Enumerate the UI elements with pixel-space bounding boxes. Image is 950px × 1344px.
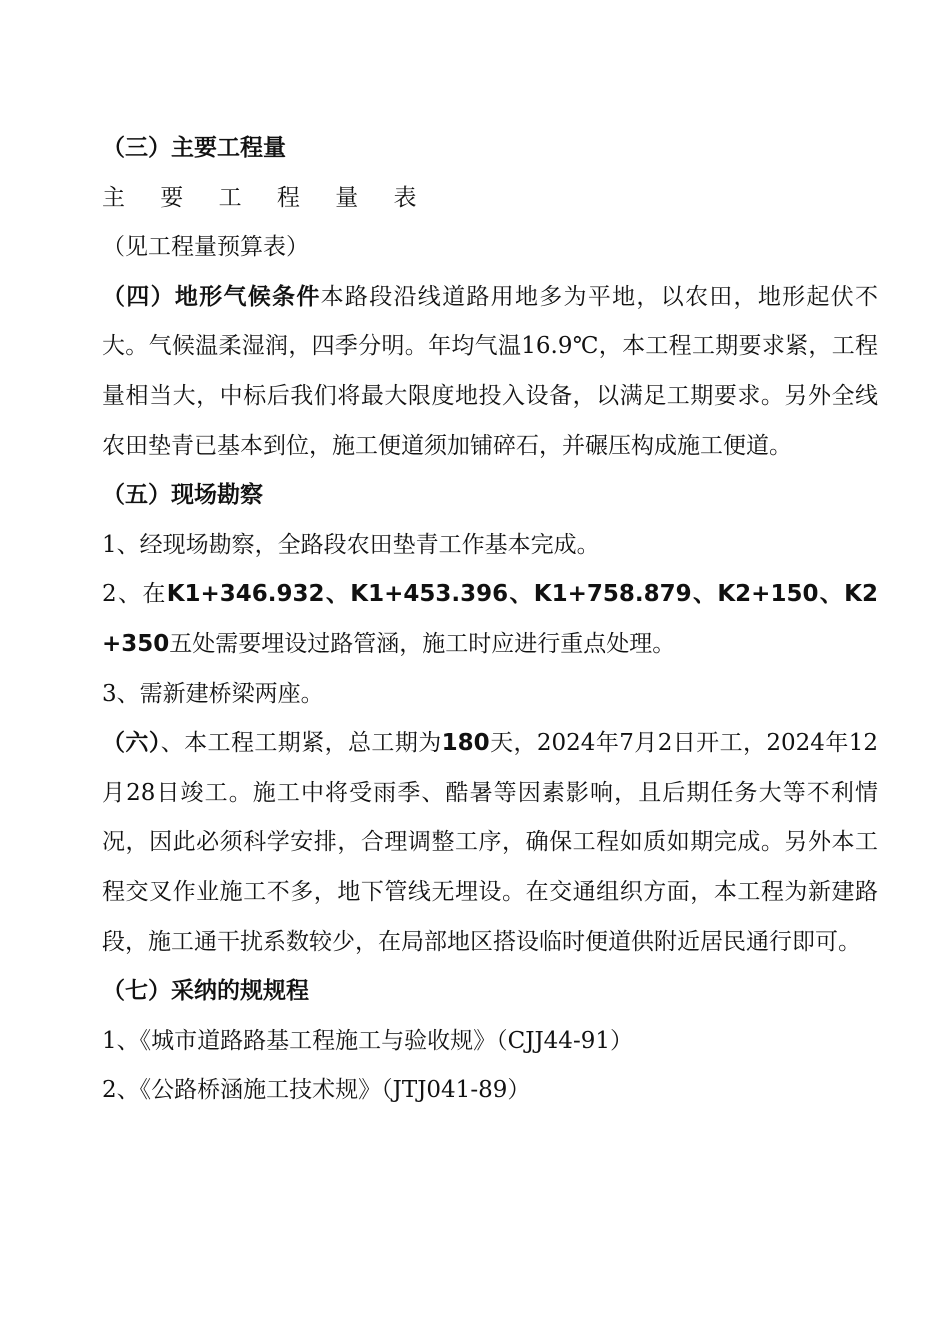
section-5-item-3: 3、需新建桥梁两座。 [102, 680, 324, 707]
quantity-table-title: 主 要 工 程 量 表 [102, 184, 431, 211]
section-7-heading: （七）采纳的规规程 [102, 978, 309, 1005]
section-6-heading: （六） [102, 730, 161, 757]
section-5-item-1: 1、经现场勘察，全路段农田垫青工作基本完成。 [102, 531, 600, 558]
section-5-item-2-suffix: 五处需要埋设过路管涵，施工时应进行重点处理。 [169, 630, 676, 657]
total-duration-days: 180 [441, 730, 490, 757]
regulation-item-2: 2、《公路桥涵施工技术规》（JTJ041-89） [102, 1077, 531, 1104]
section-4-paragraph [102, 273, 878, 471]
section-6-paragraph [102, 719, 878, 967]
section-4-heading: （四）地形气候条件 [102, 283, 321, 310]
section-6-text-b: 天，2024年7月2日开工，2024年12月28日竣工。施工中将受雨季、酷暑等因素影响，且后期任务大等不利情况，因此必须科学安排，合理调整工序，确保工程如质如期完成。另外本工程交叉作业施工不多，地下管线无埋设。在交通组织方面，本工程为新建路段，施工通干扰系数较少，在局部地区搭设临时便道供附近居民通行即可。 [102, 730, 879, 955]
section-5-heading: （五）现场勘察 [102, 482, 263, 509]
section-3-heading: （三）主要工程量 [102, 135, 286, 161]
section-4-body: 本路段沿线道路用地多为平地，以农田，地形起伏不大。气候温柔湿润，四季分明。年均气温16.9℃，本工程工期要求紧，工程量相当大，中标后我们将最大限度地投入设备，以满足工期要求。另外全线农田垫青已基本到位，施工便道须加铺碎石，并碾压构成施工便道。 [102, 283, 879, 459]
regulation-item-1: 1、《城市道路路基工程施工与验收规》（CJJ44-91） [102, 1027, 633, 1054]
station-list: K1+346.932、K1+453.396、K1+758.879、K2+150、K2+350 [102, 581, 878, 657]
document-page [102, 124, 878, 1116]
quantity-table-note: （见工程量预算表） [102, 234, 309, 261]
section-6-text-a: 、本工程工期紧，总工期为 [160, 730, 442, 757]
section-5-item-2-prefix: 2、在 [102, 581, 167, 608]
section-5-item-2 [102, 570, 878, 669]
